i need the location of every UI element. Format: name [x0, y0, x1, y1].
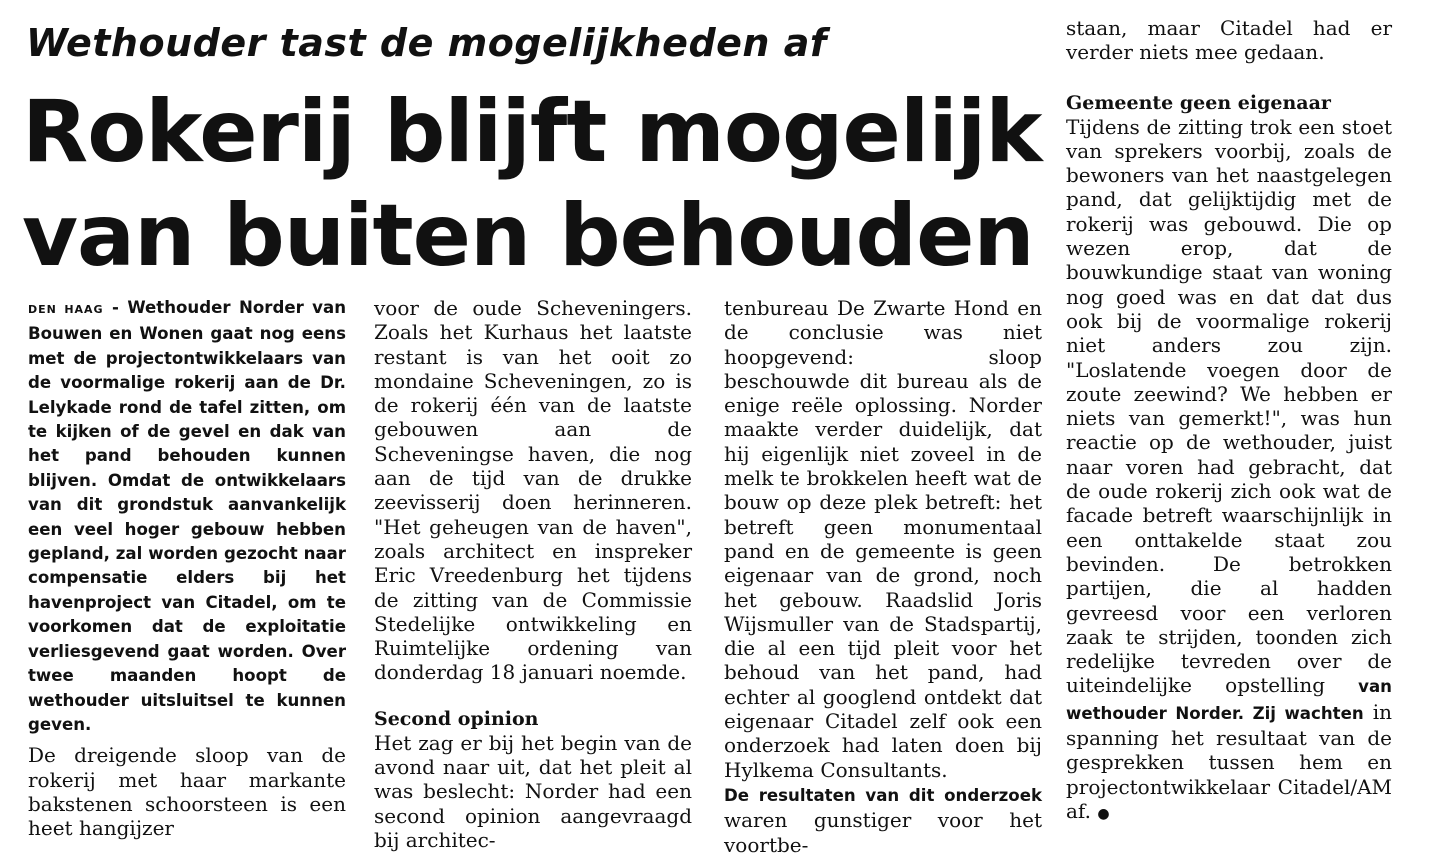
body-paragraph: De dreigende sloop van de rokerij met haar markante bakstenen schoorsteen is een heet hangijzer — [28, 743, 346, 841]
lead-text: - Wethouder Norder van Bouwen en Wonen gaat nog eens met de projectontwikkelaars van de voormalige rokerij aan de Dr. Lelykade rond de tafel zitten, om te kijken of de gevel en dak van het pand behouden kunnen blijven. Omdat de ontwikkelaars van dit grondstuk aanvankelijk een veel hoger gebouw hebben gepland, zal worden gezocht naar compensatie elders bij het havenproject van Citadel, om te voorkomen dat de exploitatie verliesgevend gaat worden. Over twee maanden hoopt de wethouder uitsluitsel te kunnen geven. — [28, 298, 347, 734]
article-column-3 — [724, 296, 1042, 857]
body-text: waren gunstiger voor het voortbe- — [724, 808, 1042, 857]
body-text: in spanning het resultaat van de gesprekken tussen hem en projectontwikkelaar Citadel/AM af. — [1066, 699, 1393, 823]
dateline: DEN HAAG — [28, 303, 104, 316]
bold-sentence: De resultaten van dit onderzoek — [724, 785, 1042, 805]
body-paragraph: staan, maar Citadel had er verder niets mee gedaan. — [1066, 16, 1392, 65]
article-column-1 — [28, 296, 346, 841]
article-column-2 — [374, 296, 692, 852]
body-paragraph: voor de oude Scheveningers. Zoals het Kurhaus het laatste restant is van het ooit zo mondaine Scheveningen, zo is de rokerij één van de laatste gebouwen aan de Scheveningse haven, die nog aan de tijd van de drukke zeevisserij doen herinneren. "Het geheugen van de haven", zoals architect en inspreker Eric Vreedenburg het tijdens de zitting van de Commissie Stedelijke ontwikkeling en Ruimtelijke ordening van donderdag 18 januari noemde. — [374, 296, 692, 685]
article-headline: Rokerij blijft mogelijk van buiten behouden — [22, 82, 1042, 286]
body-paragraph — [1066, 115, 1392, 827]
bold-sentence: van wethouder Norder. Zij wachten — [1066, 677, 1392, 723]
body-text: Tijdens de zitting trok een stoet van sprekers voorbij, zoals de bewoners van het naastgelegen pand, dat gelijktijdig met de rokerij was gebouwd. Die op wezen erop, dat de bouwkundige staat van woning nog goed was en dat dat dus ook bij de voormalige rokerij niet anders zou zijn. "Loslatende voegen door de zoute zeewind? We hebben er niets van gemerkt!", was hun reactie op de wethouder, juist naar voren had gebracht, dat de oude rokerij zich ook wat de facade betreft waarschijnlijk in een onttakelde staat zou bevinden. De betrokken partijen, die al hadden gevreesd voor een verloren zaak te strijden, toonden zich redelijke tevreden over de uiteindelijke opstelling — [1066, 114, 1392, 698]
body-paragraph — [724, 782, 1042, 857]
article-lead — [28, 296, 346, 737]
article-column-4 — [1066, 16, 1392, 826]
article-kicker: Wethouder tast de mogelijkheden af — [26, 21, 827, 65]
body-paragraph: Het zag er bij het begin van de avond naar uit, dat het pleit al was beslecht: Norder had een second opinion aangevraagd bij architec- — [374, 730, 692, 852]
end-mark-icon: ● — [1097, 805, 1110, 822]
subhead-gemeente-geen-eigenaar: Gemeente geen eigenaar — [1066, 91, 1331, 114]
body-paragraph: tenbureau De Zwarte Hond en de conclusie was niet hoopgevend: sloop beschouwde dit bureau als de enige reële oplossing. Norder maakte verder duidelijk, dat hij eigenlijk niet zoveel in de melk te brokkelen heeft wat de bouw op deze plek betreft: het betreft geen monumentaal pand en de gemeente is geen eigenaar van de grond, noch het gebouw. Raadslid Joris Wijsmuller van de Stadspartij, die al een tijd pleit voor het behoud van het pand, had echter al googlend ontdekt dat eigenaar Citadel zelf ook een onderzoek had laten doen bij Hylkema Consultants. — [724, 296, 1042, 782]
subhead-second-opinion: Second opinion — [374, 707, 539, 730]
